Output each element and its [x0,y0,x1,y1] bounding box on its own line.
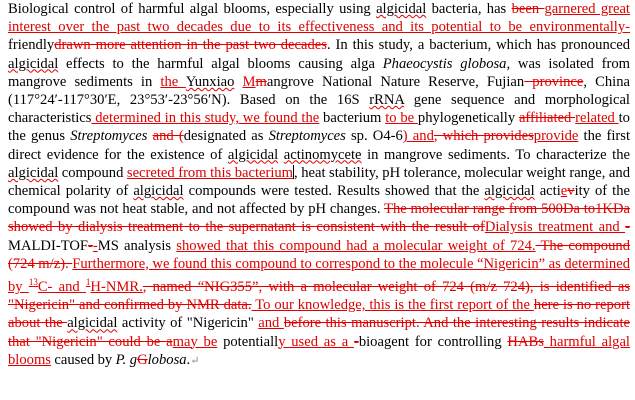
text-run: ity of the compound was not heat stable, and not affected by pH changes. [8,183,631,218]
italic-text: Streptomyces [268,128,346,145]
abstract-paragraph[interactable] [8,0,630,370]
text-run: , China (117°24′-117°30′E, 23°53′-23°56′N). Based on the 16S [8,73,630,109]
text-run: bacterium [319,110,386,127]
text-run: caused by [50,351,116,368]
tracked-deletion: and ( [152,128,184,145]
text-run: in mangrove sediments. To characterize the [361,146,630,163]
tracked-insertion: H-NMR. [90,278,143,295]
text-run [234,74,242,90]
tracked-insertion: determined in this study, we found the [91,110,320,127]
text-run: sp. O4-6 [345,128,403,145]
text-run: the first direct evidence for the existence of [8,128,631,163]
text-run: . [186,351,191,368]
tracked-deletion: before this manuscript. And the interesting results indicate that "Nigericin" could be a [8,315,630,350]
superscript: 13 [28,277,38,288]
tracked-deletion: drawn more attention in the past two decades [54,37,327,54]
spellcheck-word: algicidal [484,183,535,200]
text-run: designated as [183,128,269,145]
tracked-deletion: - [625,219,630,236]
text-run: angrove National Nature Reserve, Fujian [266,73,525,90]
text-run: MALDI-TOF [8,237,88,254]
tracked-insertion: showed that this compound had a molecular weight of 724. [176,237,536,254]
text-run: friendly [8,37,55,54]
tracked-deletion: v [567,183,575,200]
tracked-deletion: , named “NIG355”, with a molecular weight of 724 (m/z 724), is identified as "Nigericin" and confirmed by NMR data. [8,278,630,314]
spellcheck-word: algicidal [67,315,118,332]
spellcheck-word: algicidal [227,146,279,163]
tracked-insertion: To our knowledge, this is the first report of the [251,297,534,314]
spellcheck-word: rRNA [369,92,405,109]
text-run: to the genus [8,110,630,145]
tracked-insertion: provide [533,128,579,145]
italic-text: Phaeocystis globosa [382,55,507,72]
tracked-insertion: and [258,315,284,332]
spellcheck-word: algicidal [8,55,59,72]
tracked-insertion: C- and [37,278,86,295]
tracked-insertion: ) and [402,128,434,145]
spellcheck-word: algicidal [8,164,59,181]
tracked-deletion: m [255,73,267,90]
text-run: bioagent for controlling [358,333,508,350]
text-run: compounds were tested. Results showed that the [183,183,485,200]
tracked-insertion: used as a [285,333,354,350]
tracked-insertion: to be [385,110,418,127]
tracked-deletion: HABs [507,333,544,350]
text-run: gene sequence and morphological characteristics [8,92,630,127]
tracked-deletion: - [353,333,359,350]
tracked-deletion: The compound (724 m/z). [8,237,630,272]
text-run: phylogenetically [417,110,519,127]
tracked-insertion: may be [172,333,218,350]
spellcheck-word: Yunxiao [185,73,235,90]
text-run: , heat stability, pH tolerance, molecular weight range, and chemical polarity of [8,164,630,200]
tracked-insertion: Dialysis treatment and [484,219,626,236]
tracked-deletion: The molecular range from 500Da to1KDa showed by dialysis treatment to the supernatant is consistent with the result of [8,201,630,236]
tracked-insertion: secreted from this bacterium [126,164,294,181]
tracked-deletion: - [88,237,93,254]
italic-text: P. g [115,351,138,368]
text-run: Biological control of harmful algal blooms, especially using [8,1,377,17]
tracked-insertion: M [242,73,256,90]
italic-text: Streptomyces [70,128,148,145]
spellcheck-word: algicidal [376,1,427,17]
tracked-deletion: , which provides [433,128,534,145]
text-run: . In this study, a bacterium, which has pronounced [326,37,630,54]
text-run: MS analysis [97,237,177,254]
tracked-insertion: y [278,333,286,350]
tracked-insertion: harmful algal blooms [8,333,630,368]
tracked-deletion: province [524,73,584,90]
text-run: activity of "Nigericin" [117,315,259,332]
text-run: bacteria, has [426,1,512,17]
text-run: acti [534,183,561,200]
text-run: effects to the harmful algal blooms causing alga [58,55,383,72]
tracked-insertion: - [92,237,98,254]
tracked-deletion: G [137,351,148,368]
text-run: compound [58,164,127,181]
spellcheck-word: algicidal [133,183,184,200]
paragraph-mark: ↵ [190,354,200,367]
text-run: potentiall [217,333,279,350]
tracked-insertion: related [575,110,619,127]
text-run: , was isolated from mangrove sediments in [8,55,630,90]
spellcheck-word: actinomycete [283,146,362,163]
tracked-insertion: garnered great interest over the past two decades due to its effectiveness and its potential to be environmentally- [8,1,630,36]
italic-text: lobosa [147,351,187,368]
tracked-deletion: been [511,1,545,17]
tracked-insertion: Furthermore, we found this compound to correspond to the molecule “Nigericin” as determined by [8,255,630,295]
tracked-insertion: the [160,73,186,90]
tracked-deletion: affiliated [518,110,576,127]
tracked-deletion: here is no report about the [8,297,630,332]
superscript: 1 [85,277,91,288]
tracked-insertion: e [560,183,568,200]
